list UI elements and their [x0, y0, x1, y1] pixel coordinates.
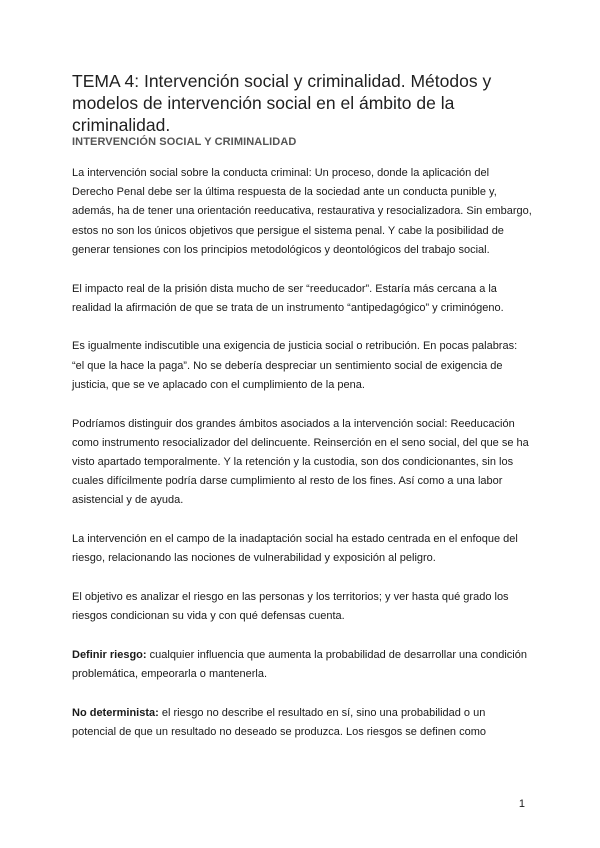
- paragraph-text: El impacto real de la prisión dista mucho de ser “reeducador”. Estaría más cercana a la realidad la afirmación de que se trata de un instrumento “antipedagógico” y criminógeno.: [72, 282, 504, 314]
- paragraph-text: Podríamos distinguir dos grandes ámbitos asociados a la intervención social: Reeducación como instrumento resocializador del delincuente. Reinserción en el seno social, del que se ha visto apartado temporalmente. Y la retención y la custodia, son dos condicionantes, sin los cuales difícilmente podría darse cumplimiento al resto de los fines. Así como a una labor asistencial y de ayuda.: [72, 417, 529, 507]
- paragraph-text: La intervención en el campo de la inadaptación social ha estado centrada en el enfoque del riesgo, relacionando las nociones de vulnerabilidad y exposición al peligro.: [72, 533, 518, 565]
- paragraph-text: Es igualmente indiscutible una exigencia de justicia social o retribución. En pocas palabras: “el que la hace la paga”. No se debería despreciar un sentimiento social de exigencia de justicia, que se ve aplacado con el cumplimiento de la pena.: [72, 340, 518, 391]
- paragraph-text: el riesgo no describe el resultado en sí, sino una probabilidad o un potencial de que un resultado no deseado se produzca. Los riesgos se definen como: [72, 706, 487, 738]
- section-heading: INTERVENCIÓN SOCIAL Y CRIMINALIDAD: [72, 136, 297, 148]
- paragraph-8: [72, 704, 532, 742]
- paragraph-1: [72, 164, 532, 260]
- document-title: TEMA 4: Intervención social y criminalidad. Métodos y modelos de intervención social en el ámbito de la criminalidad.: [72, 71, 492, 135]
- paragraph-7: [72, 646, 532, 684]
- paragraph-text: La intervención social sobre la conducta criminal: Un proceso, donde la aplicación del Derecho Penal debe ser la última respuesta de la sociedad ante un conducta punible y, además, ha de tener una orientación reeducativa, restaurativa y resocializadora. Sin embargo, estos no son los únicos objetivos que persigue el sistema penal. Y cabe la posibilidad de generar tensiones con los principios metodológicos y deontológicos del trabajo social.: [72, 167, 532, 256]
- paragraph-lead: Definir riesgo:: [72, 648, 147, 661]
- paragraph-text: El objetivo es analizar el riesgo en las personas y los territorios; y ver hasta qué grado los riesgos condicionan su vida y con qué defensas cuenta.: [72, 590, 509, 623]
- paragraph-5: [72, 530, 532, 568]
- paragraph-4: [72, 415, 532, 511]
- page-number: 1: [518, 798, 525, 810]
- paragraph-lead: No determinista:: [72, 706, 159, 719]
- paragraph-text: cualquier influencia que aumenta la probabilidad de desarrollar una condición problemática, empeorarla o mantenerla.: [72, 648, 527, 681]
- paragraph-3: [72, 337, 532, 395]
- document-body: [72, 164, 532, 762]
- paragraph-2: [72, 280, 532, 318]
- paragraph-6: [72, 588, 532, 626]
